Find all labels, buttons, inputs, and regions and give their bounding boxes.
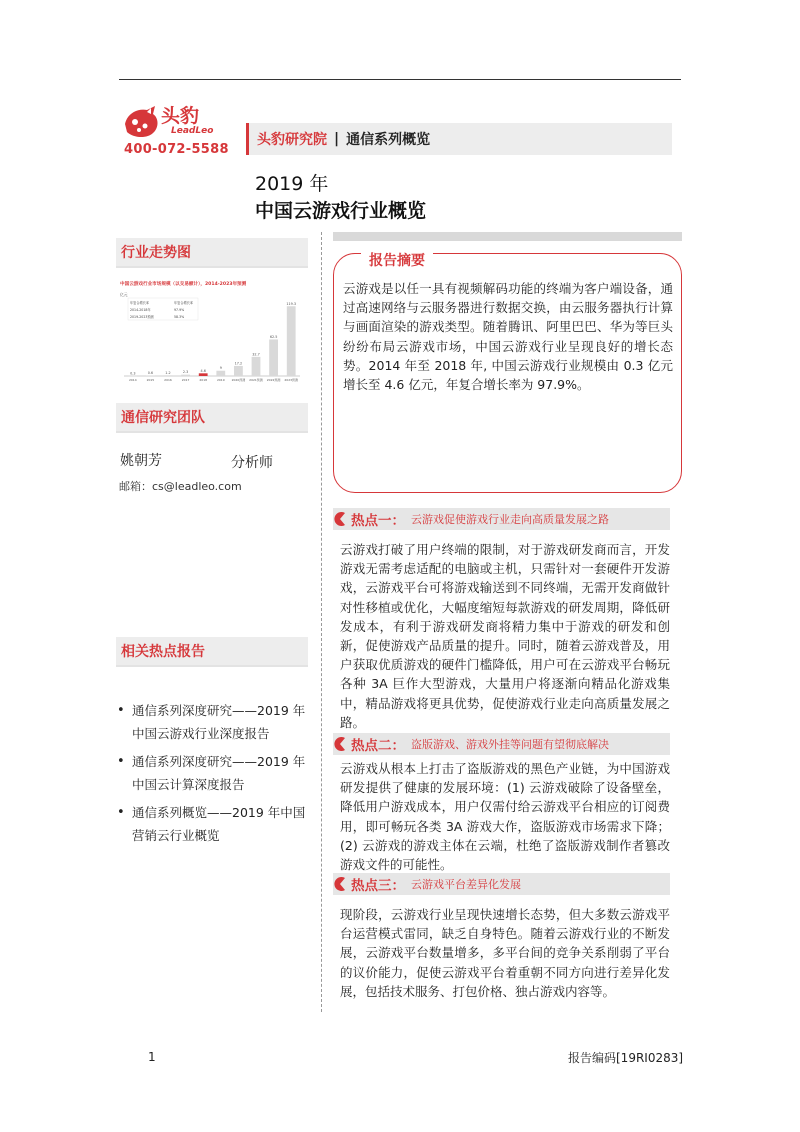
- hotpoint-marker-icon: [333, 512, 347, 526]
- header-band: [246, 123, 672, 155]
- brand-name: 头豹: [161, 105, 200, 127]
- chart-legend-label: 2014-2018年: [130, 308, 151, 312]
- report-code: 报告编码[19RI0283]: [568, 1051, 684, 1065]
- chart-data-label: 0.3: [130, 371, 136, 376]
- analyst-role: 分析师: [231, 455, 273, 471]
- chart-data-label: 4.6: [200, 368, 206, 373]
- chart-tick-label: 2020预测: [231, 378, 246, 382]
- chart-bar: [216, 371, 225, 376]
- hotpoint-marker-icon: [333, 877, 347, 891]
- chart-legend-label: 年复合增长率: [130, 301, 150, 305]
- chart-title: 中国云游戏行业市场规模（以交易额计），2014-2023年预测: [120, 282, 247, 287]
- hotpoint-1-text: 云游戏打破了用户终端的限制，对于游戏研发商而言，开发游戏无需考虑适配的电脑或主机，只需针对一套硬件开发游戏，云游戏平台可将游戏输送到不同终端，无需开发商做针对性移植或优化，大幅度缩短每款游戏的研发周期，降低研发成本，有利于游戏研发商将精力集中于游戏的研发和创新，促使游戏产品质量的提升。同时，随着云游戏普及，用户获取优质游戏的硬件门槛降低，用户可在云游戏平台畅玩各种 3A 巨作大型游戏，大量用户将逐渐向精品化游戏集中，精品游戏将更具优势，促使游戏行业走向高质量发展之路。: [340, 542, 670, 730]
- bullet-icon: •: [117, 754, 125, 769]
- series-name: 通信系列概览: [346, 132, 431, 148]
- hotpoint-1-header: [333, 508, 670, 530]
- related-heading: 相关热点报告: [116, 637, 308, 665]
- bullet-icon: •: [117, 703, 125, 718]
- chart-tick-label: 2017: [181, 378, 190, 382]
- chart-data-label: 62.5: [269, 334, 278, 339]
- chart-data-label: 119.3: [286, 301, 297, 306]
- hotpoint-2-header: [333, 733, 670, 755]
- chart-legend-value: 97.9%: [174, 308, 185, 312]
- chart-data-label: 2.3: [182, 370, 189, 375]
- report-year: 2019 年: [255, 173, 329, 195]
- team-heading: 通信研究团队: [116, 403, 308, 431]
- summary-label: 报告摘要: [361, 250, 433, 270]
- chart-data-label: 0.6: [147, 371, 154, 376]
- brand-sub: LeadLeo: [171, 126, 214, 136]
- related-item[interactable]: [115, 699, 310, 745]
- hotpoint-1-title: 热点一：: [351, 513, 405, 529]
- chart-bar: [269, 339, 278, 376]
- summary-text: 云游戏是以任一具有视频解码功能的终端为客户端设备，通过高速网络与云服务器进行数据交换，由云服务器执行计算与画面渲染的游戏类型。随着腾讯、阿里巴巴、华为等巨头纷纷布局云游戏市场，中国云游戏行业呈现良好的增长态势。2014 年至 2018 年, 中国云游戏行业规模由 0.3 亿元增长至 4.6 亿元，年复合增长率为 97.9%。: [343, 281, 673, 393]
- chart-data-label: 9: [219, 366, 222, 371]
- trend-chart: [118, 276, 306, 388]
- chart-bar: [164, 375, 173, 376]
- hotpoint-1-subtitle: 云游戏促使游戏行业走向高质量发展之路: [411, 513, 609, 526]
- team-heading-rule: [116, 431, 308, 433]
- chart-bar: [252, 357, 261, 376]
- trend-chart-svg: [118, 276, 306, 388]
- related-item-text: 通信系列概览——2019 年中国营销云行业概览: [132, 805, 306, 843]
- trend-heading: 行业走势图: [116, 238, 308, 266]
- related-item-text: 通信系列深度研究——2019 年中国云计算深度报告: [132, 754, 306, 792]
- trend-heading-rule: [116, 266, 308, 268]
- column-divider: [321, 232, 322, 1012]
- page-number: 1: [148, 1050, 156, 1064]
- chart-tick-label: 2021预测: [249, 378, 263, 382]
- hotpoint-marker-icon: [333, 737, 347, 751]
- chart-bar: [181, 375, 190, 376]
- chart-bar: [234, 366, 243, 376]
- summary-top-bar: [333, 232, 682, 241]
- chart-data-label: 32.7: [252, 352, 260, 357]
- chart-bar: [199, 373, 208, 376]
- chart-tick-label: 2019: [216, 378, 225, 382]
- chart-ylabel: 亿元: [120, 292, 128, 297]
- chart-bar: [287, 306, 296, 376]
- related-heading-rule: [116, 665, 308, 667]
- related-item[interactable]: [115, 750, 310, 796]
- chart-data-label: 1.2: [165, 370, 171, 375]
- analyst-name: 姚朝芳: [120, 453, 162, 469]
- hotpoint-2-text: 云游戏从根本上打击了盗版游戏的黑色产业链，为中国游戏研发提供了健康的发展环境：(1) 云游戏破除了设备壁垒，降低用户游戏成本，用户仅需付给云游戏平台相应的订阅费用，即可畅玩各类 3A 游戏大作，盗版游戏市场需求下降；(2) 云游戏的游戏主体在云端，杜绝了盗版游戏制作者篡改游戏文件的可能性。: [340, 761, 670, 873]
- chart-legend-value: 58.3%: [174, 315, 185, 319]
- related-item-text: 通信系列深度研究——2019 年中国云游戏行业深度报告: [132, 703, 306, 741]
- report-title: 中国云游戏行业概览: [255, 200, 427, 222]
- chart-tick-label: 2015: [146, 378, 155, 382]
- chart-legend-label: 2019-2023预测: [130, 315, 154, 319]
- hotpoint-3-text: 现阶段，云游戏行业呈现快速增长态势，但大多数云游戏平台运营模式雷同，缺乏自身特色。随着云游戏行业的不断发展，云游戏平台数量增多，多平台间的竞争关系削弱了平台的议价能力，促使云游戏平台着重朝不同方向进行差异化发展，包括技术服务、打包价格、独占游戏内容等。: [340, 907, 670, 999]
- hotpoint-2-subtitle: 盗版游戏、游戏外挂等问题有望彻底解决: [411, 738, 609, 751]
- related-item[interactable]: [115, 801, 310, 847]
- hotpoint-3-title: 热点三：: [351, 878, 405, 894]
- bullet-icon: •: [117, 805, 125, 820]
- chart-tick-label: 2018: [199, 378, 208, 382]
- chart-legend-value: 年复合增长率: [174, 301, 194, 305]
- brand-phone: 400-072-5588: [124, 142, 229, 157]
- hotpoint-2-title: 热点二：: [351, 738, 405, 754]
- chart-tick-label: 2022预测: [266, 378, 281, 382]
- institute-name: 头豹研究院: [257, 132, 327, 148]
- hotpoint-3-subtitle: 云游戏平台差异化发展: [411, 878, 521, 891]
- chart-data-label: 17.2: [234, 361, 243, 366]
- header-separator: |: [334, 131, 340, 147]
- analyst-email[interactable]: 邮箱：cs@leadleo.com: [119, 480, 242, 493]
- chart-tick-label: 2023预测: [284, 378, 299, 382]
- top-rule: [119, 79, 681, 80]
- chart-tick-label: 2014: [128, 378, 137, 382]
- chart-tick-label: 2016: [164, 378, 172, 382]
- hotpoint-3-header: [333, 873, 670, 895]
